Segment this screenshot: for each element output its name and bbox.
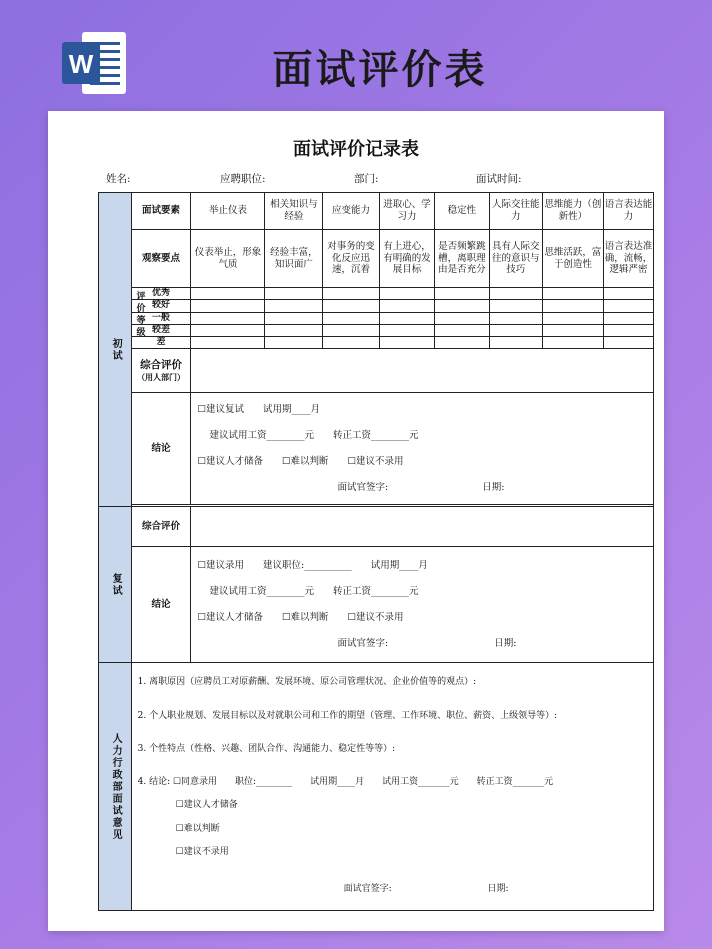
factor-cell: 稳定性 [435, 193, 489, 230]
rating-cell[interactable] [435, 300, 489, 312]
rating-cell[interactable] [323, 324, 380, 336]
overall-label: 综合评价 [131, 507, 191, 547]
rating-cell[interactable] [323, 312, 380, 324]
hr-question: 2. 个人职业规划、发展目标以及对就职公司和工作的期望（管理、工作环境、职位、薪资、上级领导等）: [137, 710, 558, 721]
rating-label: 评价等级 [136, 292, 146, 338]
hr-option: ☐难以判断 [175, 823, 220, 834]
rating-cell[interactable] [603, 337, 653, 349]
word-icon [60, 28, 130, 98]
section-second-interview: 复试 [99, 507, 132, 663]
overall-input[interactable] [191, 349, 654, 393]
document-title: 面试评价记录表 [293, 139, 419, 160]
conclusion-cell [191, 547, 654, 663]
conclusion-line: ☐建议复试 试用期____月 [197, 404, 321, 415]
hr-opinion-cell [131, 663, 653, 911]
rating-level: 一般 [131, 312, 191, 324]
rating-cell[interactable] [435, 288, 489, 300]
rating-cell[interactable] [265, 337, 323, 349]
conclusion-line: ☐建议人才储备 ☐难以判断 ☐建议不录用 [197, 611, 404, 623]
rating-cell[interactable] [265, 324, 323, 336]
rating-cell[interactable] [542, 288, 603, 300]
conclusion-line: ☐建议人才储备 ☐难以判断 ☐建议不录用 [197, 455, 404, 467]
rating-level: 较好 [131, 300, 191, 312]
overall-input[interactable] [191, 507, 654, 547]
rating-cell[interactable] [542, 337, 603, 349]
document-page [48, 111, 664, 931]
banner-title: 面试评价表 [272, 47, 488, 93]
rating-cell[interactable] [265, 300, 323, 312]
rating-level: 较差 [131, 324, 191, 336]
hr-option: ☐建议不录用 [175, 846, 229, 857]
overall-sublabel: （用人部门） [137, 372, 186, 383]
rating-cell[interactable] [435, 337, 489, 349]
rating-cell[interactable] [603, 324, 653, 336]
rating-cell[interactable] [379, 300, 435, 312]
rating-label: 优秀 [152, 288, 171, 298]
rating-cell[interactable] [191, 337, 265, 349]
signature-label: 面试官签字: [343, 884, 392, 894]
rating-cell[interactable] [489, 312, 542, 324]
department-label: 部门: [354, 173, 379, 185]
signature-label: 面试官签字: [337, 481, 389, 493]
rating-cell[interactable] [435, 324, 489, 336]
conclusion-line: 建议试用工资________元 转正工资________元 [209, 585, 419, 597]
factor-cell: 举止仪表 [191, 193, 265, 230]
rating-level: 差 [131, 337, 191, 349]
rating-cell[interactable] [489, 288, 542, 300]
observation-label: 观察要点 [131, 230, 191, 288]
rating-cell[interactable] [379, 337, 435, 349]
conclusion-line: 建议试用工资________元 转正工资________元 [209, 429, 419, 441]
factor-label: 面试要素 [131, 193, 191, 230]
rating-cell[interactable] [379, 288, 435, 300]
factor-cell: 思维能力（创新性） [542, 193, 603, 230]
observation-cell: 经验丰富，知识面广 [265, 230, 323, 288]
factor-cell: 应变能力 [323, 193, 380, 230]
signature-label: 面试官签字: [337, 637, 389, 649]
rating-cell[interactable] [191, 312, 265, 324]
rating-cell[interactable] [379, 324, 435, 336]
rating-cell[interactable] [191, 288, 265, 300]
factor-cell: 人际交往能力 [489, 193, 542, 230]
rating-cell[interactable] [603, 312, 653, 324]
section-hr-opinion: 人力行政部面试意见 [99, 663, 132, 911]
observation-cell: 是否频繁跳槽，离职理由是否充分 [435, 230, 489, 288]
svg-text:W: W [68, 49, 94, 79]
evaluation-table [98, 192, 654, 911]
section-first-interview: 初试 [99, 193, 132, 507]
position-label: 应聘职位: [220, 173, 266, 185]
conclusion-line: ☐建议录用 建议职位:__________ 试用期____月 [197, 560, 428, 571]
observation-cell: 对事务的变化反应迅速，沉着 [323, 230, 380, 288]
factor-cell: 相关知识与经验 [265, 193, 323, 230]
rating-cell[interactable] [323, 288, 380, 300]
conclusion-cell [191, 393, 654, 505]
conclusion-label: 结论 [131, 393, 191, 505]
observation-cell: 仪表举止，形象气质 [191, 230, 265, 288]
rating-cell[interactable] [323, 337, 380, 349]
rating-cell[interactable] [489, 337, 542, 349]
hr-option: ☐建议人才储备 [175, 800, 238, 811]
rating-cell[interactable] [489, 324, 542, 336]
date-label: 日期: [482, 481, 505, 493]
observation-cell: 思维活跃，富于创造性 [542, 230, 603, 288]
observation-cell: 语言表达准确，流畅，逻辑严密 [603, 230, 653, 288]
rating-cell[interactable] [435, 312, 489, 324]
rating-cell[interactable] [191, 300, 265, 312]
date-label: 日期: [487, 884, 509, 894]
rating-cell[interactable] [603, 300, 653, 312]
rating-cell[interactable] [542, 312, 603, 324]
rating-cell[interactable] [542, 324, 603, 336]
name-label: 姓名: [106, 173, 131, 185]
rating-cell[interactable] [542, 300, 603, 312]
rating-cell[interactable] [603, 288, 653, 300]
rating-cell[interactable] [323, 300, 380, 312]
rating-cell[interactable] [489, 300, 542, 312]
hr-question: 1. 离职原因（应聘员工对原薪酬、发展环境、原公司管理状况、企业价值等的观点）: [137, 677, 477, 688]
hr-conclusion: 4. 结论: ☐同意录用 职位:________ 试用期____月 试用工资_______元 转正工资_______元 [137, 777, 554, 787]
observation-cell: 具有人际交往的意识与技巧 [489, 230, 542, 288]
hr-question: 3. 个性特点（性格、兴趣、团队合作、沟通能力、稳定性等等）: [137, 743, 396, 754]
rating-cell[interactable] [191, 324, 265, 336]
date-label: 日期: [494, 637, 517, 649]
factor-cell: 语言表达能力 [603, 193, 653, 230]
rating-cell[interactable] [265, 288, 323, 300]
conclusion-label: 结论 [131, 547, 191, 663]
factor-cell: 进取心、学习力 [379, 193, 435, 230]
observation-cell: 有上进心，有明确的发展目标 [379, 230, 435, 288]
rating-cell[interactable] [265, 312, 323, 324]
overall-label-cell [131, 349, 191, 393]
rating-cell[interactable] [379, 312, 435, 324]
interview-time-label: 面试时间: [476, 173, 522, 185]
overall-label: 综合评价 [140, 359, 183, 372]
